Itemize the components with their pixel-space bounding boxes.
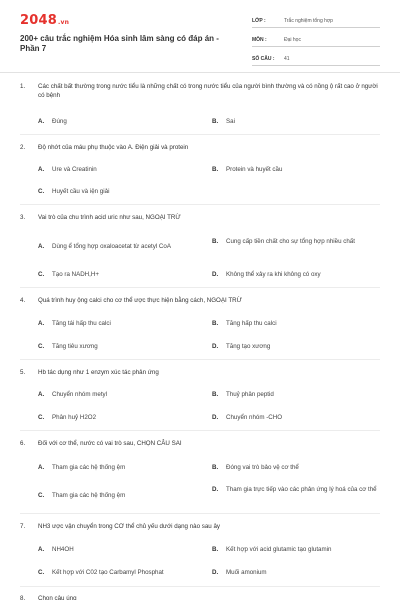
meta-class-label: LỚP : — [252, 17, 266, 24]
option-5d[interactable] — [212, 414, 282, 422]
question-number: 5. — [20, 369, 26, 376]
question-text: Hb tác dụng như 1 enzym xúc tác phản ứng — [38, 369, 159, 376]
option-letter: B. — [212, 166, 219, 173]
option-letter: D. — [212, 569, 219, 576]
document-meta — [252, 14, 380, 71]
option-text: Thuỷ phân peptid — [226, 391, 274, 398]
question-8 — [20, 594, 384, 600]
option-letter: C. — [38, 492, 45, 499]
question-text: NH3 ược vận chuyển trong CƠ thể chủ yếu dưới dạng nào sau ây — [38, 523, 220, 530]
option-text: Ure và Creatinin — [52, 166, 97, 173]
option-letter: B. — [212, 118, 219, 125]
question-number: 1. — [20, 83, 26, 90]
option-letter: D. — [212, 486, 219, 493]
meta-count-value: 41 — [284, 55, 290, 62]
option-4a[interactable] — [38, 320, 111, 328]
option-letter: C. — [38, 343, 45, 350]
question-text: Chọn câu úng — [38, 595, 77, 600]
option-letter: A. — [38, 118, 45, 125]
meta-subject-label: MÔN : — [252, 36, 267, 43]
option-letter: D. — [212, 271, 219, 278]
question-text: Các chất bất thường trong nước tiểu là những chất có trong nước tiểu của người bình thường và có nồng ộ rất cao ở người có bệnh — [38, 83, 378, 99]
meta-class-value: Trắc nghiệm tổng hợp — [284, 17, 333, 24]
question-separator — [20, 586, 380, 587]
option-letter: A. — [38, 464, 45, 471]
option-text: Huyết cầu và iện giải — [52, 188, 110, 195]
option-letter: C. — [38, 414, 45, 421]
option-letter: D. — [212, 343, 219, 350]
question-text: Độ nhớt của máu phụ thuộc vào A. Điện giải và protein — [38, 144, 189, 151]
option-2c[interactable] — [38, 188, 109, 196]
option-letter: B. — [212, 320, 219, 327]
option-4b[interactable] — [212, 320, 277, 328]
option-text: Sai — [226, 118, 235, 125]
option-text: Chuyển nhóm -CHO — [226, 414, 283, 421]
logo-suffix: .vn — [57, 19, 70, 26]
option-text: Protein và huyết cầu — [226, 166, 283, 173]
option-letter: A. — [38, 391, 45, 398]
option-text: Tăng tái hấp thu calci — [52, 320, 111, 327]
question-separator — [20, 430, 380, 431]
option-text: Tham gia các hệ thống ệm — [52, 464, 126, 471]
option-1b[interactable] — [212, 118, 235, 126]
meta-count-row — [252, 52, 380, 66]
question-text: Đối với cơ thể, nước có vai trò sau, CHỌN CÂU SAI — [38, 440, 182, 447]
question-6 — [20, 439, 384, 448]
option-4d[interactable] — [212, 343, 270, 351]
question-3 — [20, 213, 384, 222]
option-text: Tham gia trực tiếp vào các phản ứng lý hoá của cơ thể — [226, 486, 377, 493]
option-5c[interactable] — [38, 414, 96, 422]
option-3a[interactable] — [38, 243, 208, 251]
option-7c[interactable] — [38, 569, 164, 577]
question-2 — [20, 143, 384, 152]
meta-subject-value: Đại học — [284, 36, 301, 43]
question-separator — [20, 204, 380, 205]
question-number: 4. — [20, 297, 26, 304]
meta-count-label: SỐ CÂU : — [252, 55, 275, 62]
option-7a[interactable] — [38, 546, 74, 554]
option-7b[interactable] — [212, 546, 331, 554]
option-3c[interactable] — [38, 271, 99, 279]
option-letter: A. — [38, 166, 45, 173]
option-letter: C. — [38, 271, 45, 278]
site-logo[interactable] — [20, 13, 69, 28]
option-4c[interactable] — [38, 343, 98, 351]
option-2a[interactable] — [38, 166, 97, 174]
question-number: 7. — [20, 523, 26, 530]
option-1a[interactable] — [38, 118, 67, 126]
question-7 — [20, 522, 384, 531]
option-text: Tăng tiêu xương — [52, 343, 98, 350]
option-text: Tăng tạo xương — [226, 343, 271, 350]
option-6b[interactable] — [212, 464, 299, 472]
question-separator — [20, 134, 380, 135]
question-5 — [20, 368, 384, 377]
option-3d[interactable] — [212, 271, 321, 279]
question-text: Quá trình huy ộng calci cho cơ thể ược thực hiện bằng cách, NGOẠI TRỪ — [38, 297, 242, 304]
option-text: Không thể xảy ra khi không có oxy — [226, 271, 321, 278]
option-text: Tạo ra NADH,H+ — [52, 271, 99, 278]
question-separator — [20, 287, 380, 288]
option-text: Kết hợp với acid glutamic tạo glutamin — [226, 546, 332, 553]
option-text: NH4OH — [52, 546, 74, 553]
option-text: Tăng hấp thu calci — [226, 320, 277, 327]
option-text: Muối amonium — [226, 569, 267, 576]
meta-class-row — [252, 14, 380, 28]
option-text: Chuyển nhóm metyl — [52, 391, 108, 398]
document-title: 200+ câu trắc nghiệm Hóa sinh lâm sàng có đáp án - Phần 7 — [20, 34, 219, 53]
question-separator — [20, 359, 380, 360]
question-number: 3. — [20, 214, 26, 221]
option-2b[interactable] — [212, 166, 282, 174]
question-number: 8. — [20, 595, 26, 600]
option-text: Đóng vai trò bảo vệ cơ thể — [226, 464, 299, 471]
meta-subject-row — [252, 33, 380, 47]
option-letter: B. — [212, 238, 219, 245]
question-text: Vai trò của chu trình acid uric như sau, NGOẠI TRỪ — [38, 214, 181, 221]
option-5b[interactable] — [212, 391, 274, 399]
option-3b[interactable] — [212, 238, 380, 246]
question-4 — [20, 296, 384, 305]
option-letter: A. — [38, 243, 45, 250]
option-6d[interactable] — [212, 486, 380, 494]
option-6c[interactable] — [38, 492, 125, 500]
option-letter: B. — [212, 391, 219, 398]
option-text: Dùng ể tổng hợp oxaloacetat từ acetyl CoA — [52, 243, 171, 250]
question-separator — [20, 513, 380, 514]
option-letter: C. — [38, 569, 45, 576]
option-text: Cung cấp tiền chất cho sự tổng hợp nhiều chất — [226, 238, 355, 245]
option-text: Phân huỷ H2O2 — [52, 414, 97, 421]
option-letter: D. — [212, 414, 219, 421]
option-6a[interactable] — [38, 464, 125, 472]
option-letter: B. — [212, 546, 219, 553]
option-letter: C. — [38, 188, 45, 195]
option-letter: A. — [38, 320, 45, 327]
option-7d[interactable] — [212, 569, 267, 577]
question-number: 6. — [20, 440, 26, 447]
logo-text: 2048 — [20, 13, 57, 28]
question-1 — [20, 82, 384, 100]
option-letter: B. — [212, 464, 219, 471]
page-header — [0, 0, 400, 70]
option-text: Kết hợp với C02 tạo Carbamyl Phosphat — [52, 569, 164, 576]
option-5a[interactable] — [38, 391, 107, 399]
question-number: 2. — [20, 144, 26, 151]
header-divider — [0, 72, 400, 73]
option-letter: A. — [38, 546, 45, 553]
option-text: Tham gia các hệ thống ệm — [52, 492, 126, 499]
option-text: Đúng — [52, 118, 67, 125]
